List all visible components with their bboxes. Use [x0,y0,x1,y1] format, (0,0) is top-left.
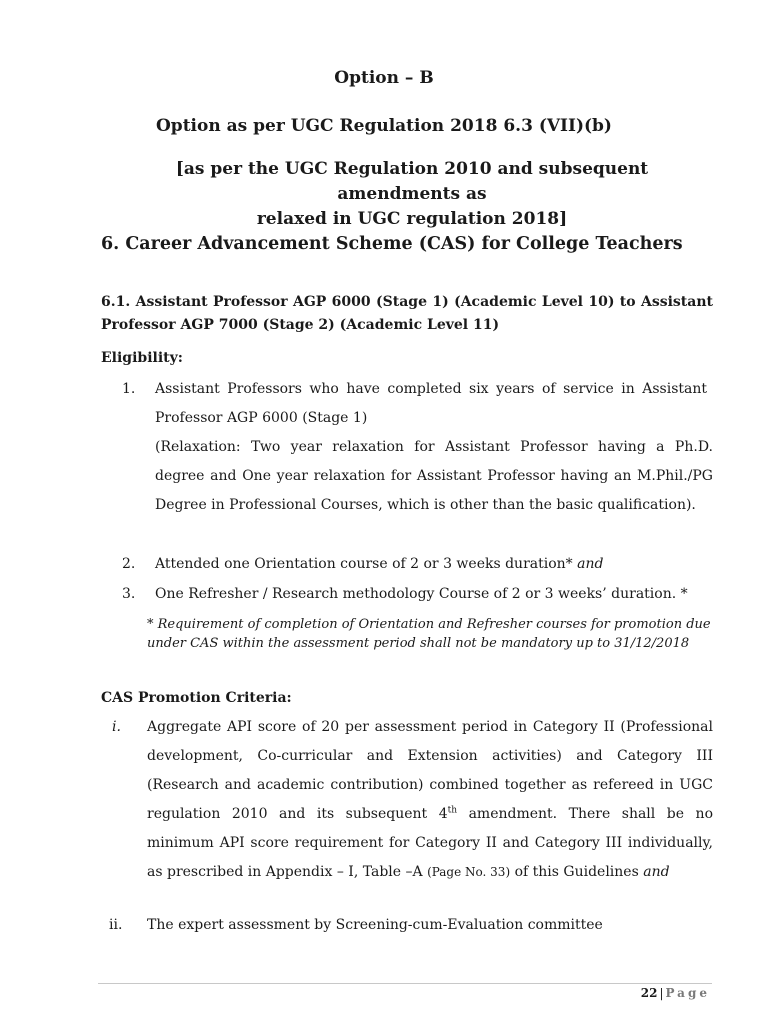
list-number: 2. [122,556,136,572]
bracket-note [122,157,702,232]
criteria-item-text: The expert assessment by Screening-cum-Evaluation committee [147,917,603,933]
list-number: 3. [122,586,136,602]
conjunction-and: and [577,556,604,572]
eligibility-label: Eligibility: [101,350,183,366]
conjunction-and: and [643,864,670,880]
criteria-item-text: Aggregate API score of 20 per assessment period in Category II (Professional development, Co-curricular and Extension activities) and Category III (Research and academic contribution) combined together as refereed in UGC regulation 2010 and its subsequent 4th amendment. There shall be no minimum API score requirement for Category II and Category III individually, as prescribed in Appendix – I, Table –A (Page No. 33) of this Guidelines and [147,719,713,880]
footer-divider [98,983,712,984]
option-title: Option – B [334,68,434,88]
page-footer [641,986,710,1000]
eligibility-item-text: One Refresher / Research methodology Course of 2 or 3 weeks’ duration. * [155,586,688,602]
list-number: i. [112,719,121,735]
section-heading: 6. Career Advancement Scheme (CAS) for College Teachers [101,234,683,254]
subsection-heading: 6.1. Assistant Professor AGP 6000 (Stage 1) (Academic Level 10) to Assistant Professor AGP 7000 (Stage 2) (Academic Level 11) [101,294,713,333]
footnote: * Requirement of completion of Orientation and Refresher courses for promotion due under CAS within the assessment period shall not be mandatory up to 31/12/2018 [147,617,711,651]
list-number: ii. [109,917,123,933]
bracket-note-line-1: [as per the UGC Regulation 2010 and subsequent amendments as [175,159,649,204]
page-label: Page [665,986,710,1000]
eligibility-item-text: Assistant Professors who have completed six years of service in Assistant Professor AGP 6000 (Stage 1) [155,381,707,426]
option-subtitle: Option as per UGC Regulation 2018 6.3 (VII)(b) [156,116,612,136]
bracket-note-line-2: relaxed in UGC regulation 2018] [256,209,568,229]
eligibility-item-text: Attended one Orientation course of 2 or 3 weeks duration* and [155,556,604,572]
list-number: 1. [122,381,136,397]
relaxation-text: (Relaxation: Two year relaxation for Assistant Professor having a Ph.D. degree and One year relaxation for Assistant Professor having an M.Phil./PG Degree in Professional Courses, which is other than the basic qualification). [155,439,713,513]
criteria-label: CAS Promotion Criteria: [101,690,292,706]
footer-separator: | [659,986,664,1000]
page-number: 22 [640,986,658,1000]
